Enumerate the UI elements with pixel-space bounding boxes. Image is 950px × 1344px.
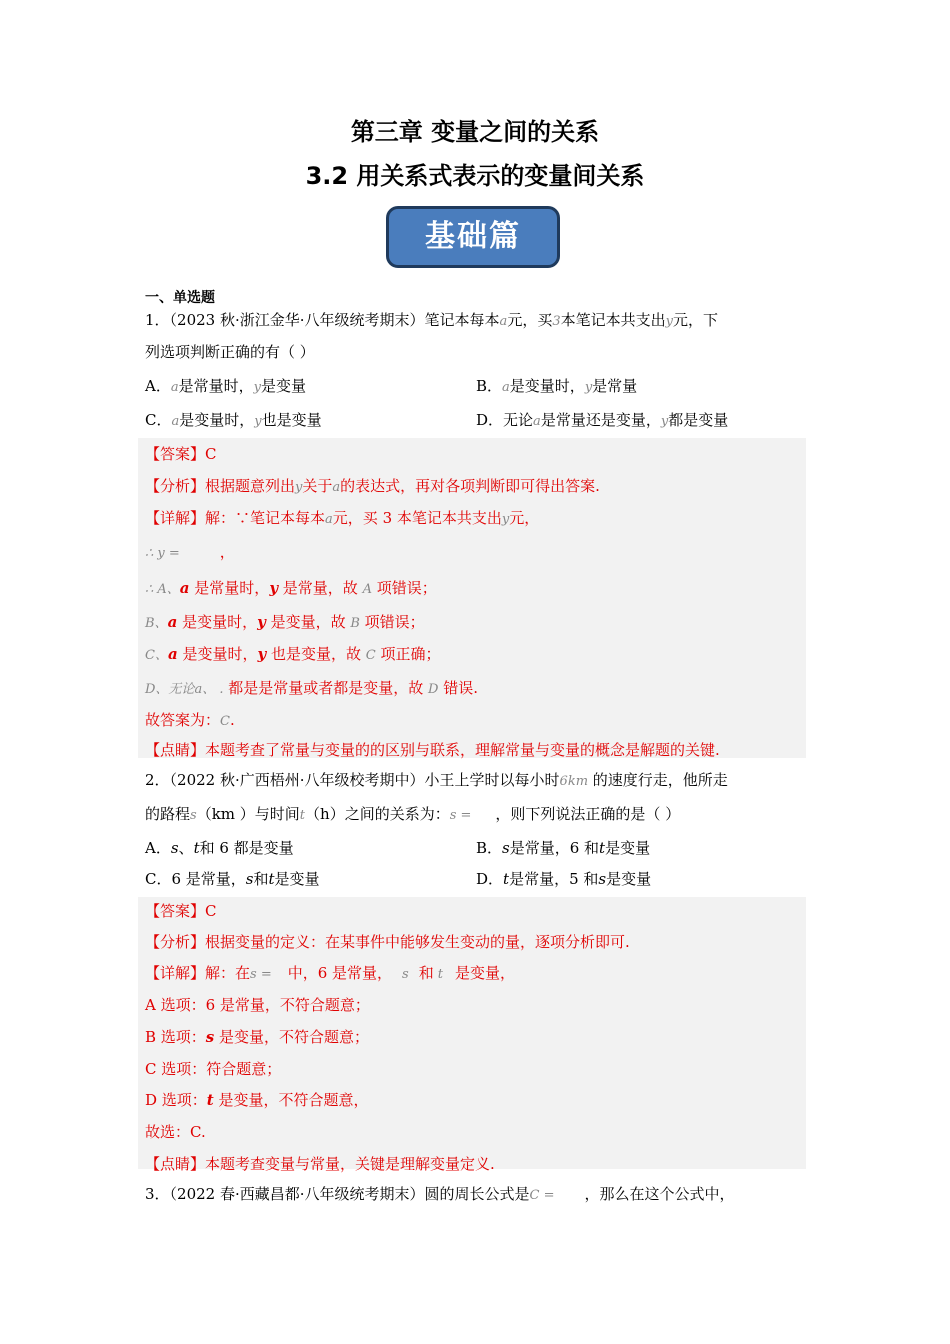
q2-comment: 【点睛】本题考查变量与常量，关键是理解变量定义.	[145, 1155, 495, 1173]
q1-final-answer: 故答案为：C.	[145, 711, 235, 729]
q1-answer: 【答案】C	[145, 445, 217, 463]
q3-stem-line1: 3．（2022 春·西藏昌都·八年级统考期末）圆的周长公式是C = ，那么在这个公式中，	[145, 1185, 735, 1203]
q2-final-answer: 故选：C.	[145, 1123, 206, 1141]
q1-detail-line1: ∴ y = ，	[145, 543, 235, 561]
q2-detail: 【详解】解：在s = 中，6 是常量， s 和 t 是变量，	[145, 964, 515, 982]
q1-detail-line5: D、无论a、 . 都是是常量或者都是变量，故 D 错误.	[145, 679, 478, 697]
q2-option-c: C．6 是常量，s和t是变量	[145, 870, 320, 888]
q2-stem-line1: 2．（2022 秋·广西梧州·八年级校考期中）小王上学时以每小时6km 的速度行走，他所走	[145, 771, 728, 789]
q2-option-a: A．s、t和 6 都是变量	[145, 839, 294, 857]
q2-detail-c: C 选项：符合题意；	[145, 1060, 282, 1078]
q1-stem-line1: 1．（2023 秋·浙江金华·八年级统考期末）笔记本每本a元，买3本笔记本共支出y元，下	[145, 311, 718, 329]
level-badge: 基础篇	[386, 206, 560, 268]
chapter-title: 第三章 变量之间的关系	[350, 118, 600, 146]
q2-option-d: D．t是常量，5 和s是变量	[476, 870, 652, 888]
q1-detail: 【详解】解：∵笔记本每本a元，买 3 本笔记本共支出y元，	[145, 509, 540, 527]
section-heading: 一、单选题	[145, 290, 215, 306]
q1-detail-line2: ∴ A、a 是常量时，y 是常量，故 A 项错误；	[145, 579, 437, 597]
q1-option-b: B．a是变量时，y是常量	[476, 377, 638, 395]
q2-stem-line2: 的路程s（km ）与时间t（h）之间的关系为：s = ，则下列说法正确的是（ ）	[145, 805, 681, 823]
q2-detail-d: D 选项：t 是变量，不符合题意，	[145, 1091, 369, 1109]
q1-option-c: C．a是变量时，y也是变量	[145, 411, 322, 429]
q2-detail-b: B 选项：s 是变量，不符合题意；	[145, 1028, 370, 1046]
q1-option-a: A．a是常量时，y是变量	[145, 377, 306, 395]
q2-answer: 【答案】C	[145, 902, 217, 920]
q1-detail-line4: C、a 是变量时，y 也是变量，故 C 项正确；	[145, 645, 441, 663]
q2-option-b: B．s是常量，6 和t是变量	[476, 839, 651, 857]
section-title: 3.2 用关系式表示的变量间关系	[305, 162, 645, 190]
q2-detail-a: A 选项：6 是常量，不符合题意；	[145, 996, 370, 1014]
q2-analysis: 【分析】根据变量的定义：在某事件中能够发生变动的量，逐项分析即可.	[145, 933, 630, 951]
q1-analysis: 【分析】根据题意列出y关于a的表达式，再对各项判断即可得出答案.	[145, 477, 600, 495]
q1-detail-line3: B、a 是变量时，y 是变量，故 B 项错误；	[145, 613, 425, 631]
q1-comment: 【点睛】本题考查了常量与变量的的区别与联系，理解常量与变量的概念是解题的关键.	[145, 741, 720, 759]
q1-option-d: D．无论a是常量还是变量，y都是变量	[476, 411, 729, 429]
q1-stem-line2: 列选项判断正确的有（ ）	[145, 343, 315, 361]
